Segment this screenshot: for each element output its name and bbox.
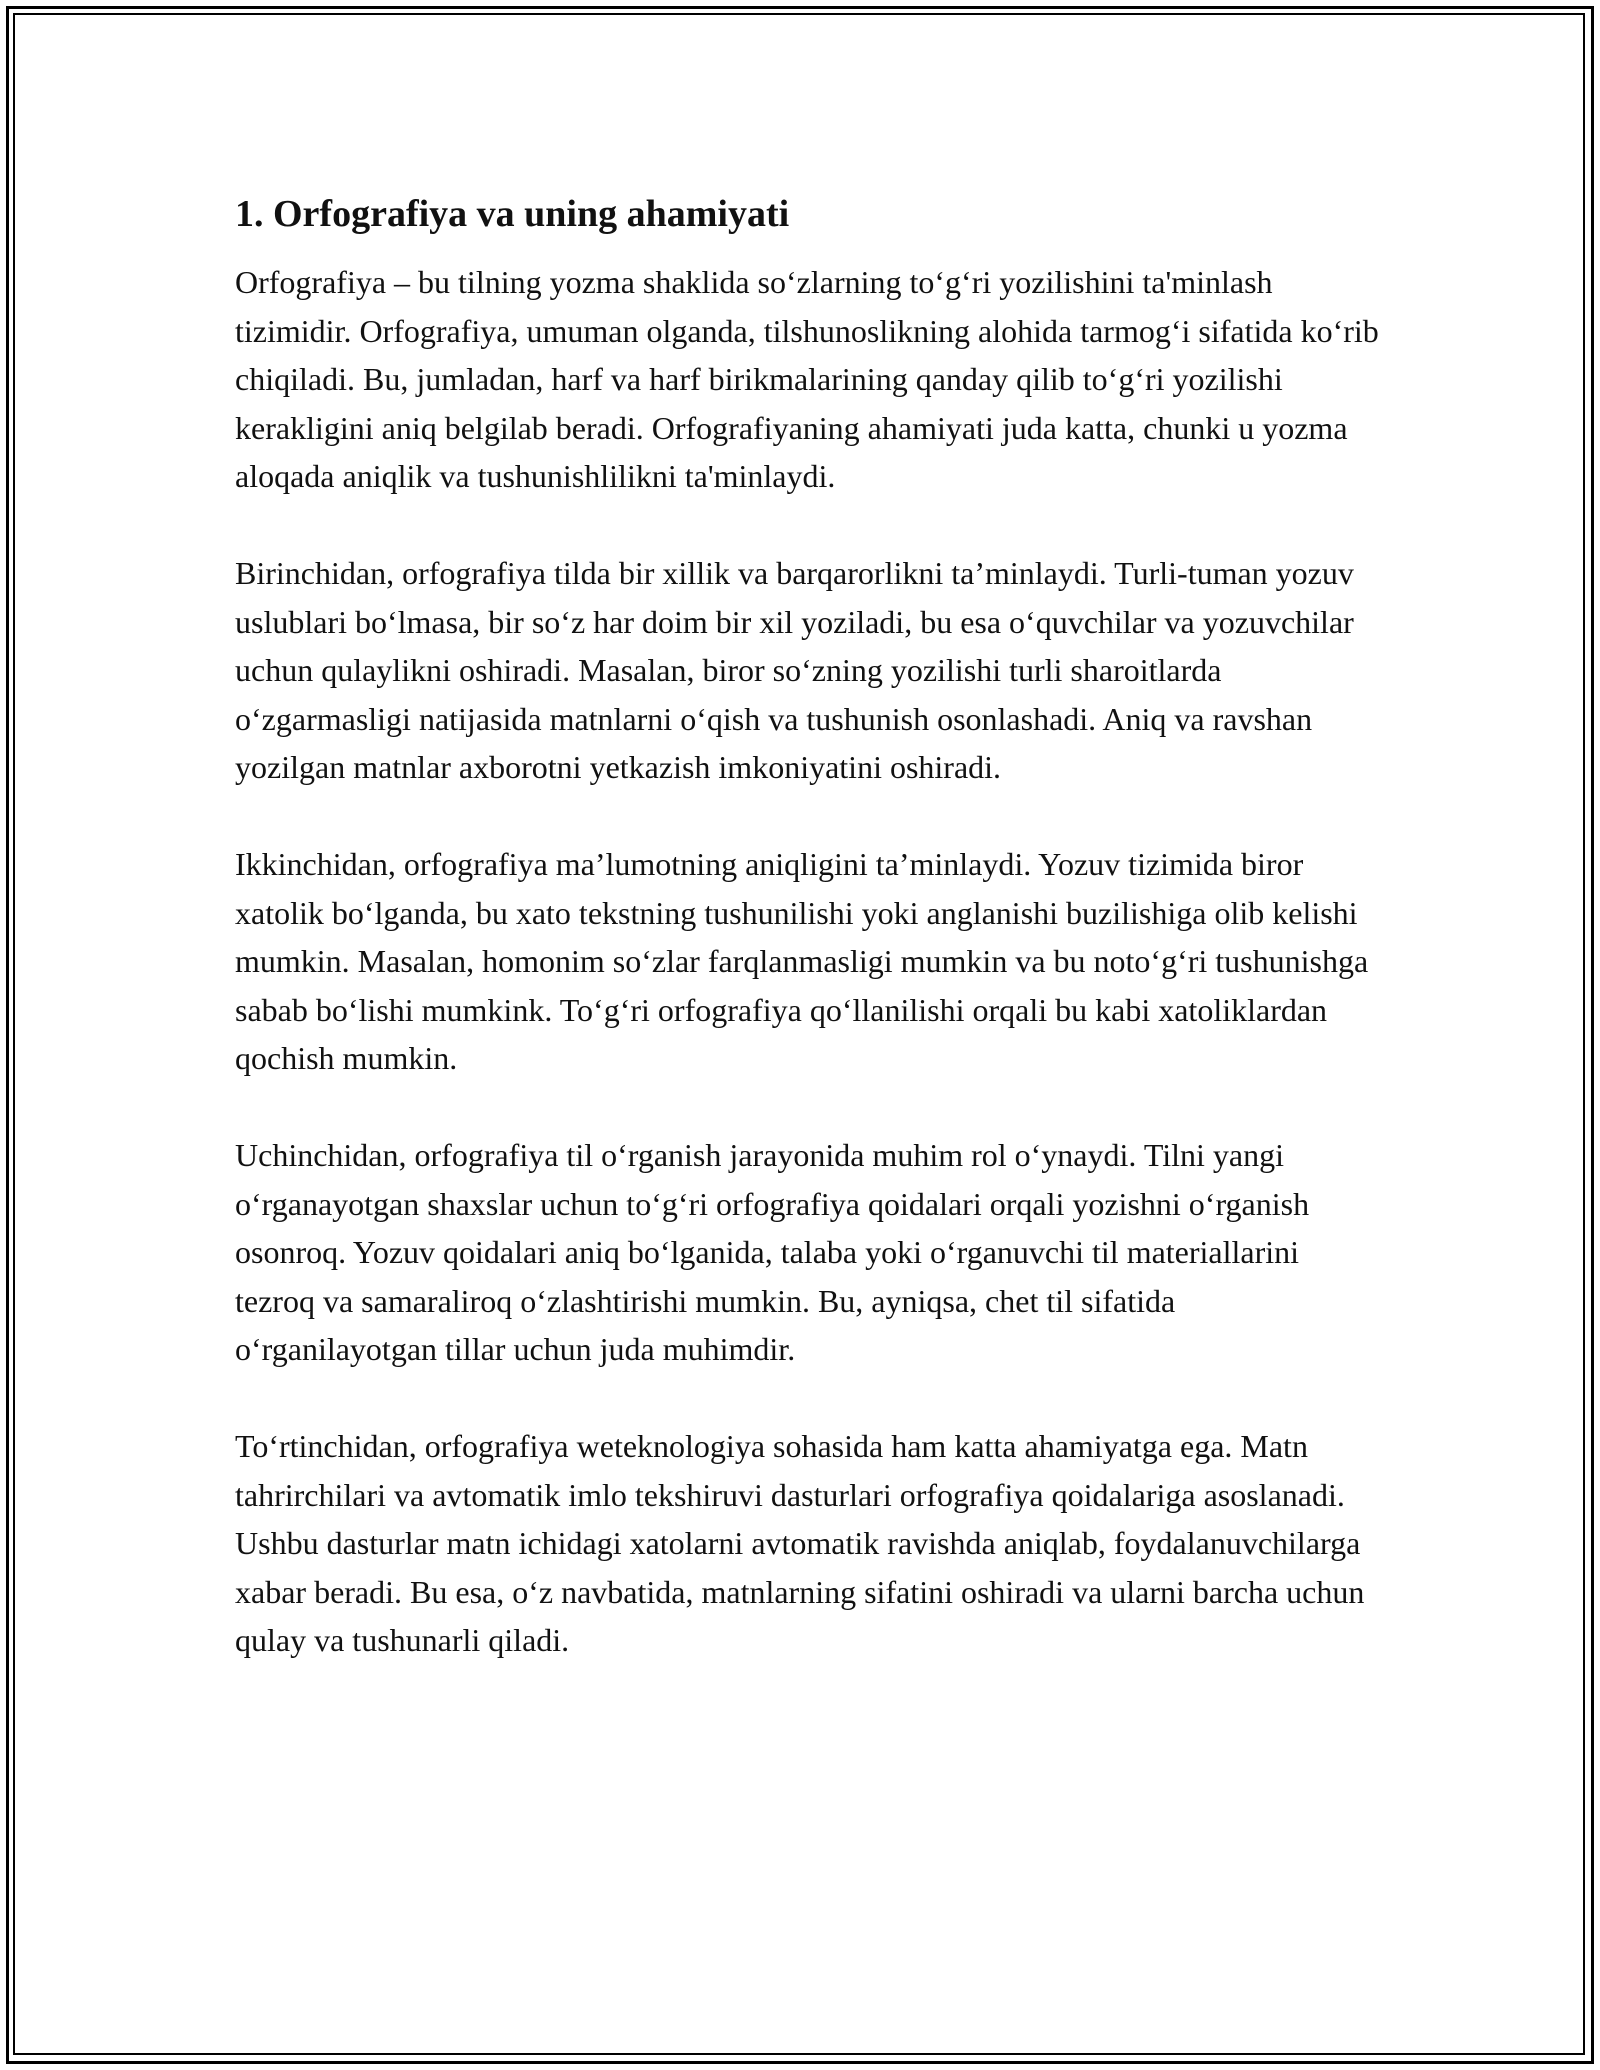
paragraph-intro: Orfografiya – bu tilning yozma shaklida so‘zlarning to‘g‘ri yozilishini ta'minlash tizimidir. Orfografiya, umuman olganda, tilshunoslikning alohida tarmog‘i sifatida ko‘rib chiqiladi. Bu, jumladan, harf va harf birikmalarining qanday qilib to‘g‘ri yozilishi kerakligini aniq belgilab beradi. Orfografiyaning ahamiyati juda katta, chunki u yozma aloqada aniqlik va tushunishlilikni ta'minlaydi. [235,264,1379,494]
paragraph-third: Uchinchidan, orfografiya til o‘rganish jarayonida muhim rol o‘ynaydi. Tilni yangi o‘rganayotgan shaxslar uchun to‘g‘ri orfografiya qoidalari orqali yozishni o‘rganish osonroq. Yozuv qoidalari aniq bo‘lganida, talaba yoki o‘rganuvchi til materiallarini tezroq va samaraliroq o‘zlashtirishi mumkin. Bu, ayniqsa, chet til sifatida o‘rganilayotgan tillar uchun juda muhimdir. [235,1137,1310,1367]
section-heading: 1. Orfografiya va uning ahamiyati [235,193,790,235]
paragraph-second: Ikkinchidan, orfografiya ma’lumotning aniqligini ta’minlaydi. Yozuv tizimida biror xatolik bo‘lganda, bu xato tekstning tushunilishi yoki anglanishi buzilishiga olib kelishi mumkin. Masalan, homonim so‘zlar farqlanmasligi mumkin va bu noto‘g‘ri tushunishga sabab bo‘lishi mumkink. To‘g‘ri orfografiya qo‘llanilishi orqali bu kabi xatoliklardan qochish mumkin. [235,846,1369,1076]
paragraph-first: Birinchidan, orfografiya tilda bir xillik va barqarorlikni ta’minlaydi. Turli-tuman yozuv uslublari bo‘lmasa, bir so‘z har doim bir xil yoziladi, bu esa o‘quvchilar va yozuvchilar uchun qulaylikni oshiradi. Masalan, biror so‘zning yozilishi turli sharoitlarda o‘zgarmasligi natijasida matnlarni o‘qish va tushunish osonlashadi. Aniq va ravshan yozilgan matnlar axborotni yetkazish imkoniyatini oshiradi. [235,555,1354,785]
paragraph-fourth: To‘rtinchidan, orfografiya weteknologiya sohasida ham katta ahamiyatga ega. Matn tahrirchilari va avtomatik imlo tekshiruvi dasturlari orfografiya qoidalariga asoslanadi. Ushbu dasturlar matn ichidagi xatolarni avtomatik ravishda aniqlab, foydalanuvchilarga xabar beradi. Bu esa, o‘z navbatida, matnlarning sifatini oshiradi va ularni barcha uchun qulay va tushunarli qiladi. [235,1428,1365,1658]
document-body [235,184,1385,1665]
